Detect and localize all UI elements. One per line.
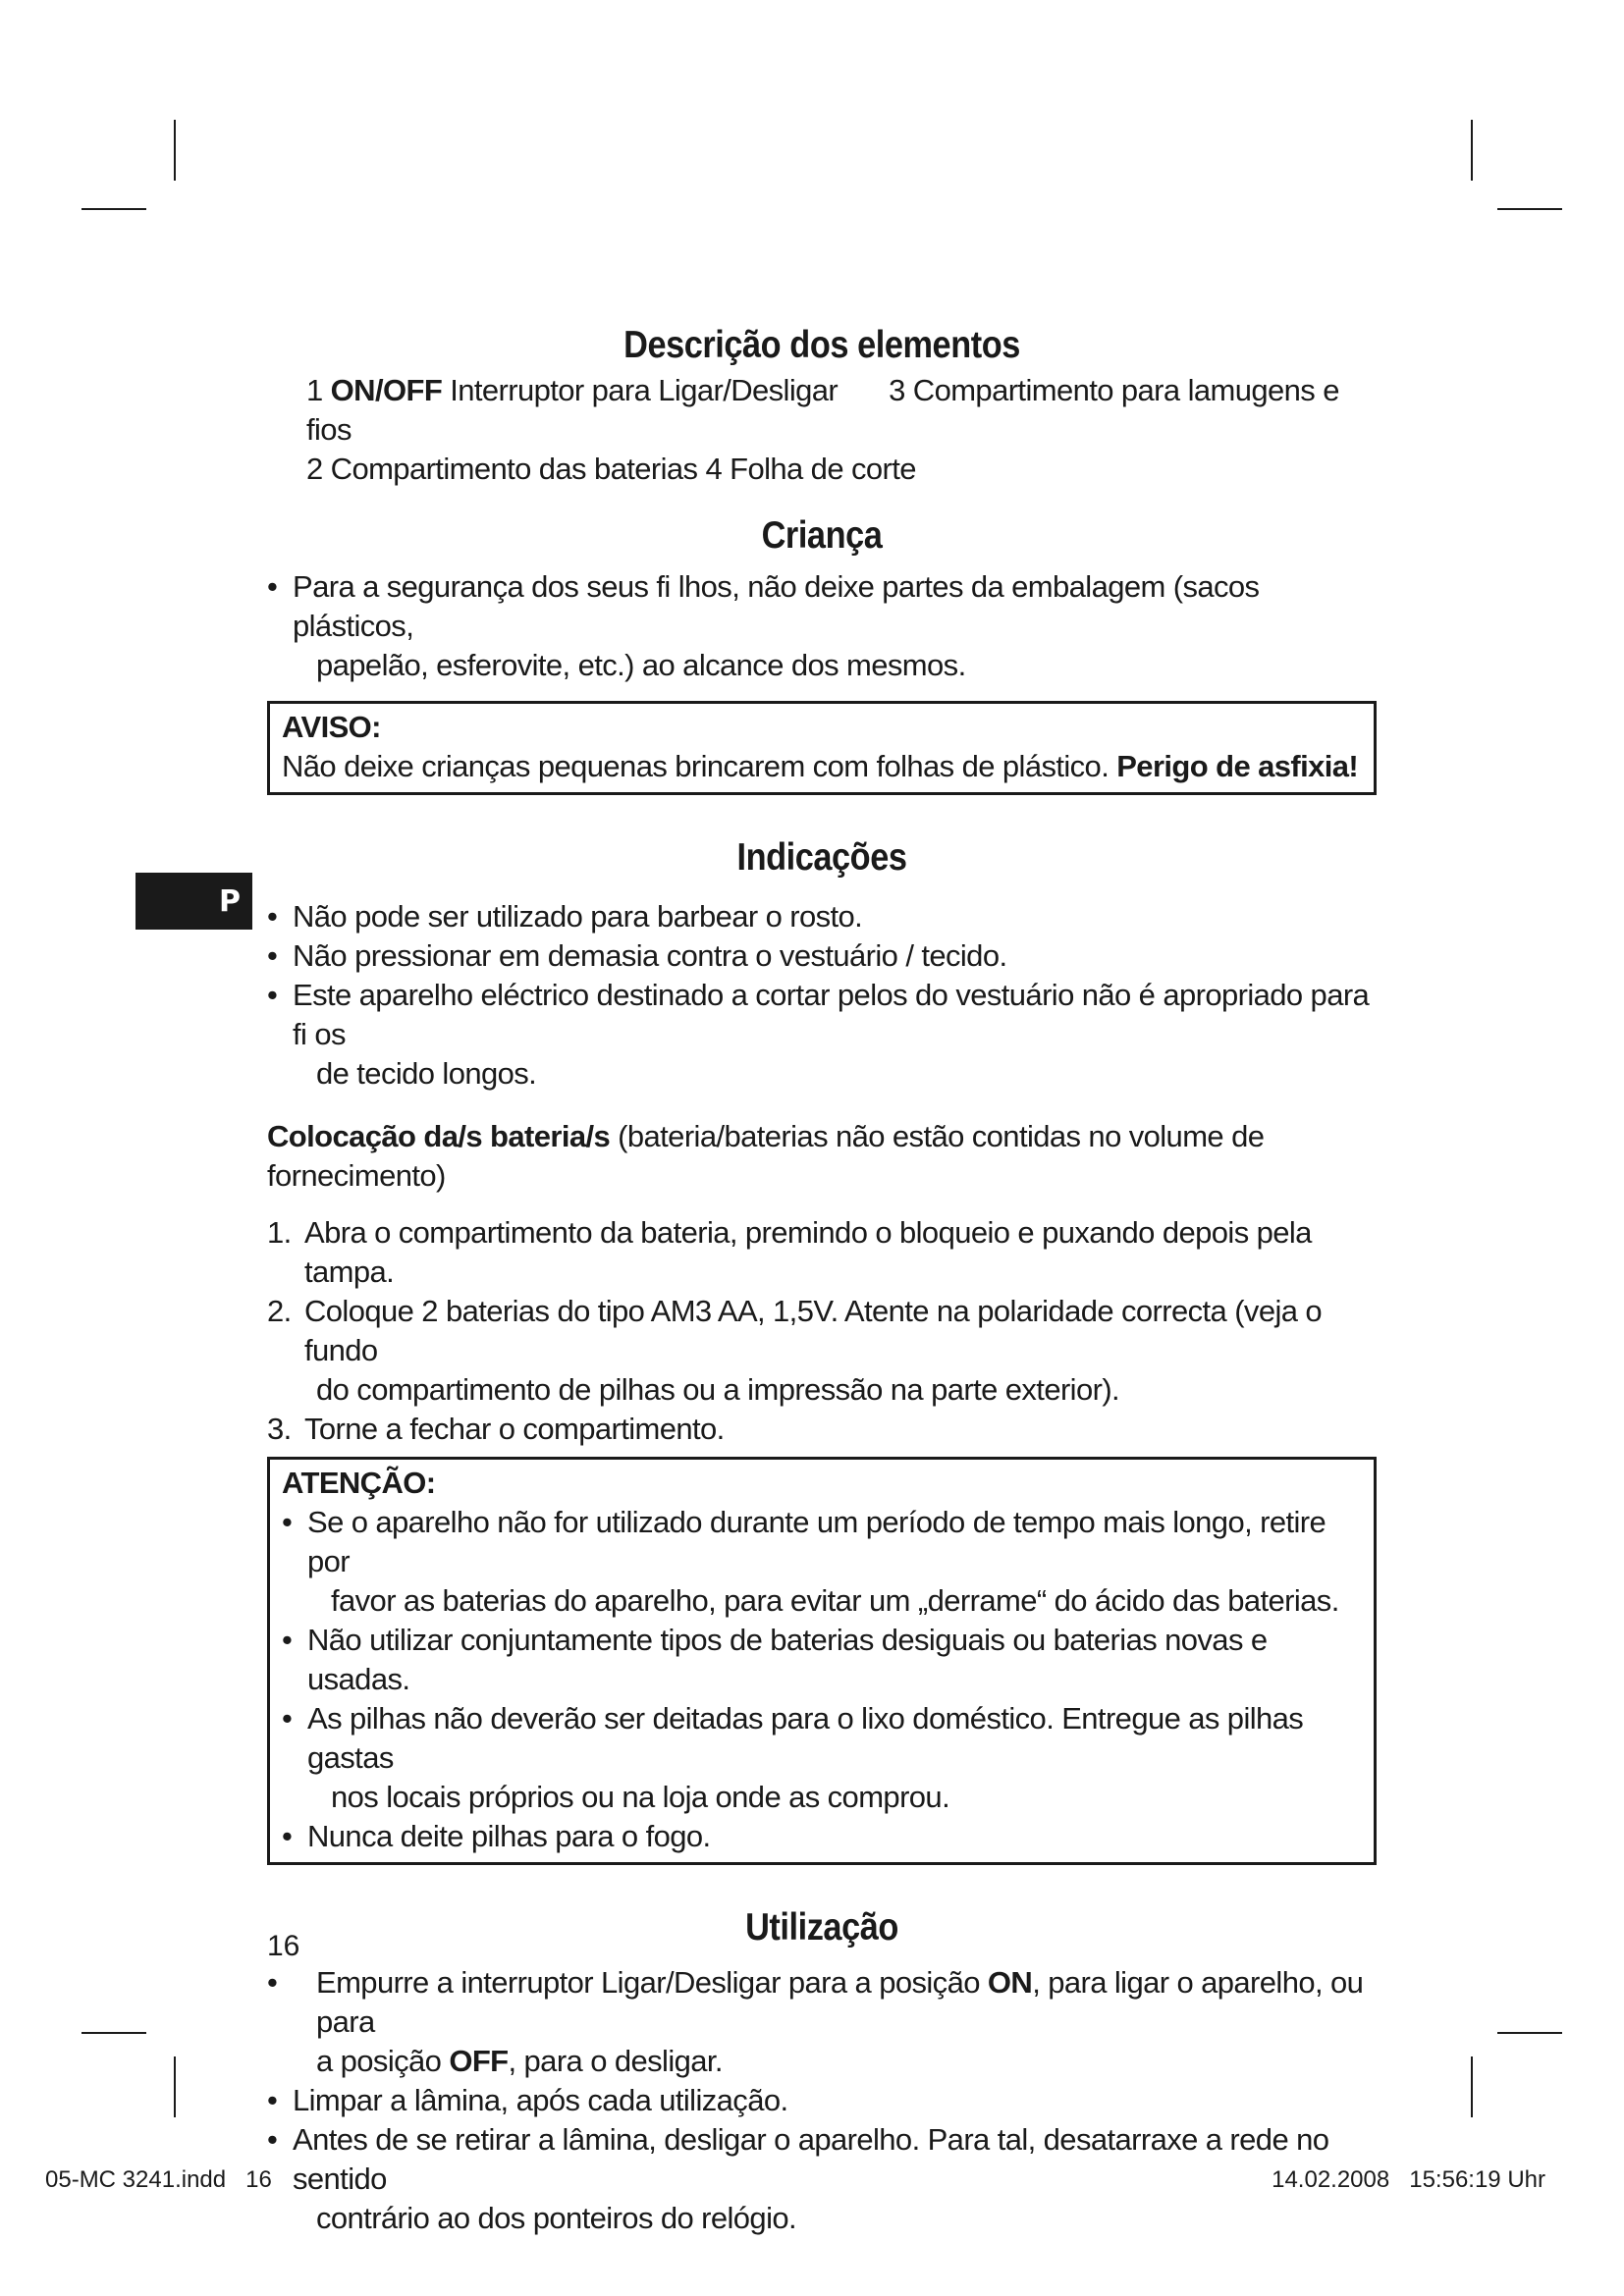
language-tab: P — [135, 873, 252, 930]
attention-box — [267, 1457, 1377, 1865]
description-line-2: 2 Compartimento das baterias 4 Folha de corte — [306, 452, 916, 486]
list-item: • Para a segurança dos seus fi lhos, não deixe partes da embalagem (sacos plásticos, papelão, esferovite, etc.) ao alcance dos mesmos. — [267, 567, 1377, 685]
battery-steps — [267, 1213, 1377, 1449]
page-content — [267, 314, 1377, 2238]
description-line-1: 1 ON/OFF Interruptor para Ligar/Desligar 3 Compartimento para lamugens e fios — [306, 373, 1339, 447]
attention-list — [282, 1503, 1364, 1856]
page-number: 16 — [267, 1930, 300, 1962]
on-off-label: ON/OFF — [330, 373, 443, 407]
crop-mark — [1471, 120, 1473, 181]
crop-mark — [174, 120, 176, 181]
list-item: • Empurre a interruptor Ligar/Desligar para a posição ON, para ligar o aparelho, ou para a posição OFF, para o desligar. — [267, 1963, 1377, 2081]
crop-mark — [1497, 2032, 1562, 2034]
battery-intro: Colocação da/s bateria/s (bateria/baterias não estão contidas no volume de fornecimento) — [267, 1119, 1265, 1193]
crop-mark — [174, 2056, 176, 2117]
list-item: • Antes de se retirar a lâmina, desligar o aparelho. Para tal, desatarraxe a rede no sentido contrário ao dos ponteiros do relógio. — [267, 2120, 1377, 2238]
warning-title: AVISO: — [282, 710, 381, 744]
list-item: 2. Coloque 2 baterias do tipo AM3 AA, 1,5V. Atente na polaridade correcta (veja o fundo do compartimento de pilhas ou a impressão na parte exterior). — [267, 1294, 1323, 1407]
list-item: 1. Abra o compartimento da bateria, premindo o bloqueio e puxando depois pela tampa. — [267, 1215, 1312, 1289]
usage-list — [267, 1963, 1377, 2238]
description-heading: Descrição dos elementos — [623, 324, 1020, 366]
warning-text: Não deixe crianças pequenas brincarem com folhas de plástico. Perigo de asfixia! — [282, 749, 1359, 783]
footer-timestamp: 14.02.2008 15:56:19 Uhr — [1272, 2166, 1545, 2193]
crop-mark — [81, 208, 146, 210]
indications-heading: Indicações — [736, 836, 907, 879]
crop-mark — [1471, 2056, 1473, 2117]
footer-filename: 05-MC 3241.indd 16 — [45, 2166, 272, 2193]
crop-mark — [81, 2032, 146, 2034]
crop-mark — [1497, 208, 1562, 210]
list-item: • Limpar a lâmina, após cada utilização. — [267, 2081, 1377, 2120]
indications-list — [267, 897, 1377, 1094]
list-item: • Não utilizar conjuntamente tipos de baterias desiguais ou baterias novas e usadas. — [282, 1621, 1364, 1699]
list-item: • Se o aparelho não for utilizado durante um período de tempo mais longo, retire por favor as baterias do aparelho, para evitar um „derrame“ do ácido das baterias. — [282, 1503, 1364, 1621]
list-item: • As pilhas não deverão ser deitadas para o lixo doméstico. Entregue as pilhas gastas nos locais próprios ou na loja onde as comprou. — [282, 1699, 1364, 1817]
child-list — [267, 567, 1377, 685]
list-item: 3. Torne a fechar o compartimento. — [267, 1412, 725, 1446]
list-item: • Não pressionar em demasia contra o vestuário / tecido. — [267, 936, 1377, 976]
usage-heading: Utilização — [745, 1906, 898, 1949]
attention-title: ATENÇÃO: — [282, 1466, 436, 1500]
list-item: • Este aparelho eléctrico destinado a cortar pelos do vestuário não é apropriado para fi os de tecido longos. — [267, 976, 1377, 1094]
warning-box — [267, 701, 1377, 795]
child-heading: Criança — [761, 514, 883, 557]
list-item: • Nunca deite pilhas para o fogo. — [282, 1817, 1364, 1856]
list-item: • Não pode ser utilizado para barbear o rosto. — [267, 897, 1377, 936]
